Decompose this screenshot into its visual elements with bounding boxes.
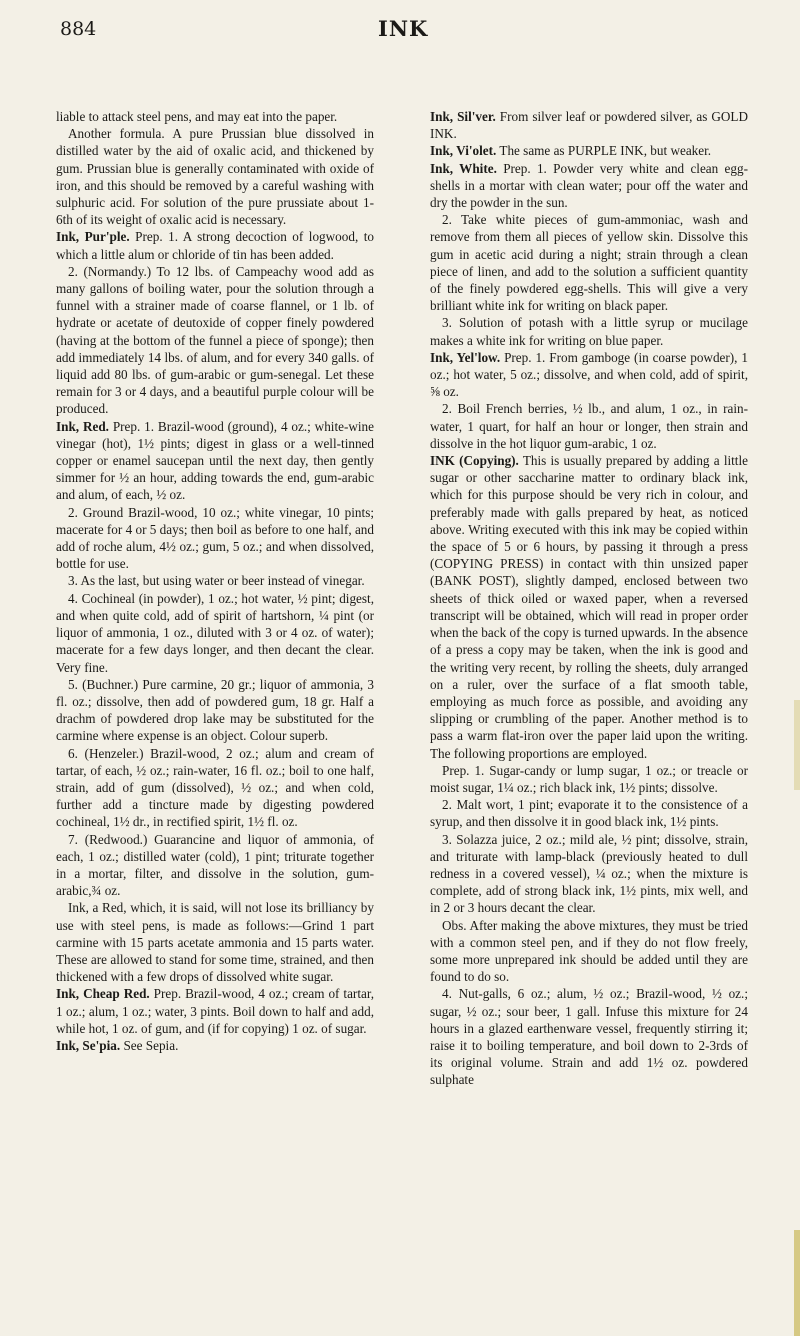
entry-text: Prep. 1. Brazil-wood (ground), 4 oz.; white-wine vinegar (hot), 1½ pints; digest in glass or a well-tinned copper or enamel saucepan until the next day, then gently simmer for ½ an hour, adding towards the end, gum-arabic and alum, of each, ½ oz. — [56, 418, 375, 503]
dictionary-entry — [56, 985, 374, 1037]
paragraph: 3. As the last, but using water or beer instead of vinegar. — [68, 573, 365, 589]
entry-text: Prep. 1. From gamboge (in coarse powder), 1 oz.; hot water, 5 oz.; dissolve, and when cold, add of spirit, ⅝ oz. — [430, 349, 749, 400]
paragraph: 7. (Redwood.) Guarancine and liquor of ammonia, of each, 1 oz.; distilled water (cold), 1 pint; triturate together in a mortar, filter, and dissolve in the solution, gum-arabic,¾ oz. — [56, 831, 374, 899]
entry-text: From silver leaf or powdered silver, as GOLD INK. — [430, 109, 748, 142]
paragraph: 4. Cochineal (in powder), 1 oz.; hot water, ½ pint; digest, and when quite cold, add of spirit of hartshorn, ¼ pint (or liquor of ammonia, 1 oz., diluted with 3 or 4 oz. of water); macerate for a few days longer, and then decant the clear. Very fine. — [56, 590, 374, 675]
paragraph: 5. (Buchner.) Pure carmine, 20 gr.; liquor of ammonia, 3 fl. oz.; dissolve, then add of powdered gum, 18 gr. Half a drachm of powdered drop lake may be substituted for the carmine where expense is an object. Colour superb. — [56, 676, 374, 744]
entry-headword: Ink, Red. — [56, 418, 109, 434]
entry-text: Prep. Brazil-wood, 4 oz.; cream of tartar, 1 oz.; alum, 1 oz.; water, 3 pints. Boil down to half and add, while hot, 1 oz. of gum, and (if for copying) 1 oz. of sugar. — [56, 986, 374, 1036]
paragraph: Another formula. A pure Prussian blue dissolved in distilled water by the aid of oxalic acid, and thickened by gum. Prussian blue is generally contaminated with oxide of iron, and this should be removed by a careful washing with sulphuric acid. For solution of the pure prussiate about 1-6th of its weight of oxalic acid is necessary. — [56, 126, 374, 228]
entry-headword: Ink, Yel'low. — [430, 349, 501, 365]
entry-headword: Ink, Cheap Red. — [56, 986, 150, 1002]
continued-paragraph: liable to attack steel pens, and may eat into the paper. — [56, 109, 338, 124]
dictionary-entry — [56, 418, 374, 504]
paragraph: 2. (Normandy.) To 12 lbs. of Campeachy wood add as many gallons of boiling water, pour the solution through a funnel with a strainer made of coarse flannel, or 1 lb. of hydrate or acetate of deutoxide of copper finely powdered (having at the bottom of the funnel a piece of sponge); then add immediately 14 lbs. of alum, and for every 340 galls. of liquid add 80 lbs. of gum-arabic or gum-senegal. Let these remain for 3 or 4 days, and a beautiful purple colour will be produced. — [56, 263, 374, 417]
entry-text: This is usually prepared by adding a little sugar or other saccharine matter to ordinary black ink, which for this purpose should be very rich in colour, and preferably made with galls prepared by heat, as noticed above. Writing executed with this ink may be copied within the space of 5 or 6 hours, by passing it through a press (COPYING PRESS) in contact with thin unsized paper (BANK POST), slightly damped, enclosed between two sheets of thick oiled or waxed paper, when a reversed transcript will be obtained, which will read in proper order when the back of the copy is turned upwards. In the absence of a press a copy may be taken, when the ink is good and the writing very recent, by rolling the sheets, duly arranged on a ruler, over the surface of a flat smooth table, employing as much force as possible, and avoiding any slipping or crumbling of the paper. Another method is to pass a warm flat-iron over the paper laid upon the writing. The following proportions are employed. — [430, 453, 748, 761]
entry-text: Prep. 1. A strong decoction of logwood, to which a little alum or chloride of tin has been added. — [56, 229, 374, 262]
entry-text: See Sepia. — [120, 1037, 179, 1053]
entry-headword: Ink, Pur'ple. — [56, 229, 130, 245]
dictionary-entry — [56, 228, 374, 262]
page-edge-stain — [794, 700, 800, 790]
entry-headword: Ink, Sil'ver. — [430, 109, 496, 124]
paragraph: 4. Nut-galls, 6 oz.; alum, ½ oz.; Brazil-wood, ½ oz.; sugar, ½ oz.; sour beer, 1 gall. Infuse this mixture for 24 hours in a glazed earthenware vessel, frequently stirring it; raise it to boiling temperature, and boil down to 2-3rds of its original volume. Strain and add 1½ oz. powdered sulphate — [430, 986, 748, 1088]
entry-headword: Ink, Vi'olet. — [430, 143, 497, 159]
paragraph: 2. Boil French berries, ½ lb., and alum, 1 oz., in rain-water, 1 quart, for half an hour or longer, then strain and dissolve in the hot liquor gum-arabic, 1 oz. — [430, 401, 748, 451]
entry-text: The same as PURPLE INK, but weaker. — [496, 143, 712, 159]
entry-headword: Ink, White. — [430, 160, 497, 176]
paragraph: 2. Take white pieces of gum-ammoniac, wash and remove from them all pieces of yellow skin. Dissolve this gum in acetic acid during a night; strain through a clean piece of linen, and add to the solution a sufficient quantity of the finely powdered egg-shells. This will give a very brilliant white ink for writing on black paper. — [430, 212, 748, 314]
dictionary-entry — [430, 349, 748, 401]
entry-text: Prep. 1. Powder very white and clean egg-shells in a mortar with clean water; pour off the water and dry the powder in the sun. — [430, 160, 748, 211]
paragraph: Ink, a Red, which, it is said, will not lose its brilliancy by use with steel pens, is made as follows:—Grind 1 part carmine with 15 parts acetate ammonia and 15 parts water. These are allowed to stand for some time, strained, and then thickened with a few drops of dissolved white sugar. — [56, 900, 374, 985]
dictionary-entry — [56, 1037, 374, 1054]
paragraph: 3. Solution of potash with a little syrup or mucilage makes a white ink for writing on blue paper. — [430, 315, 748, 348]
entry-headword: INK (Copying). — [430, 453, 519, 469]
paragraph: 2. Ground Brazil-wood, 10 oz.; white vinegar, 10 pints; macerate for 4 or 5 days; then boil as before to one half, and add of roche alum, 4½ oz.; gum, 5 oz.; and when dissolved, bottle for use. — [56, 504, 374, 572]
paragraph: 3. Solazza juice, 2 oz.; mild ale, ½ pint; dissolve, strain, and triturate with lamp-black (previously heated to dull redness in a covered vessel), ¼ oz.; when the mixture is complete, add of strong black ink, 1½ pints, mix well, and in 2 or 3 hours decant the clear. — [430, 831, 748, 916]
dictionary-entry — [430, 160, 748, 212]
paragraph: 6. (Henzeler.) Brazil-wood, 2 oz.; alum and cream of tartar, of each, ½ oz.; rain-water, 16 fl. oz.; boil to one half, strain, add of gum (dissolved), ½ oz.; and when cold, further add a tincture made by digesting powdered cochineal, 1½ dr., in rectified spirit, 1½ fl. oz. — [56, 745, 374, 830]
running-head: INK — [378, 16, 429, 41]
paragraph: 2. Malt wort, 1 pint; evaporate it to the consistence of a syrup, and then dissolve it in good black ink, 1½ pints. — [430, 797, 748, 830]
dictionary-entry — [430, 142, 748, 159]
paragraph: Prep. 1. Sugar-candy or lump sugar, 1 oz.; or treacle or moist sugar, 1¼ oz.; rich black ink, 1½ pints; dissolve. — [430, 762, 748, 795]
page-number: 884 — [60, 18, 97, 40]
entry-headword: Ink, Se'pia. — [56, 1037, 121, 1053]
right-column — [430, 108, 748, 1089]
page-edge-tab — [794, 1230, 800, 1336]
dictionary-entry — [430, 452, 748, 762]
left-column — [56, 108, 374, 1054]
dictionary-entry — [430, 108, 748, 142]
paragraph: Obs. After making the above mixtures, they must be tried with a common steel pen, and if they do not flow freely, some more unprepared ink should be added until they are found to do so. — [430, 917, 748, 985]
